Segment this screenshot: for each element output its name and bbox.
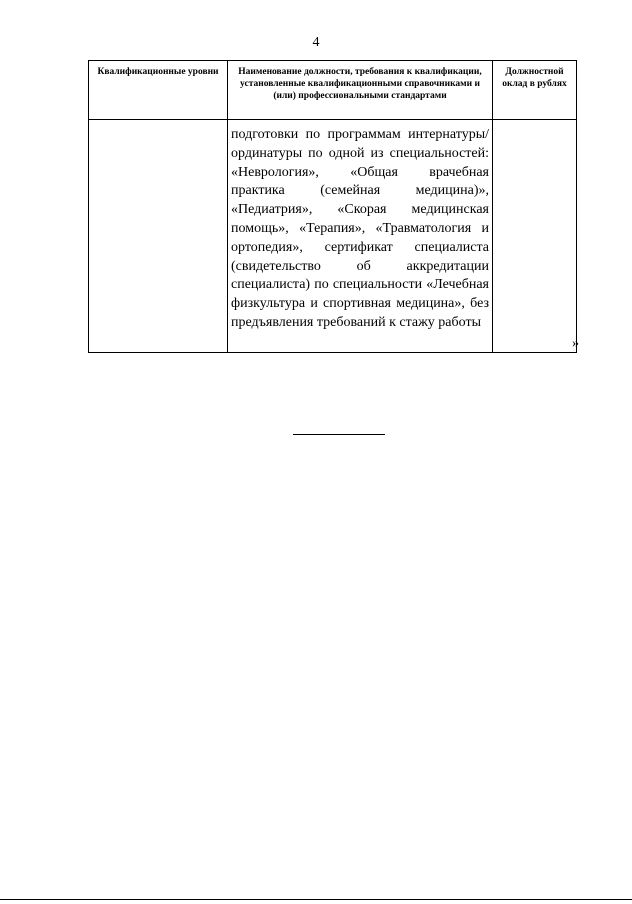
position-requirements-text: подготовки по программам интернатуры/ординатуры по одной из специальностей: «Неврология», «Общая врачебная практика (семейная медицина)», «Педиатрия», «Скорая медицинская помощь», «Терапия», «Травматология и ортопедия», сертификат специалиста (свидетельство об аккредитации специалиста) по специальности «Лечебная физкультура и спортивная медицина», без предъявления требований к стажу работы (231, 127, 489, 330)
table-row (89, 120, 577, 353)
qualification-table (88, 60, 577, 353)
header-levels: Квалификационные уровни (89, 61, 228, 120)
end-divider (293, 434, 385, 435)
header-salary: Должностной оклад в рублях (493, 61, 577, 120)
closing-quote: » (572, 336, 579, 351)
page-bottom-edge (0, 899, 632, 900)
header-position: Наименование должности, требования к квалификации, установленные квалификационными справочниками и (или) профессиональными стандартами (228, 61, 493, 120)
cell-levels (89, 120, 228, 353)
page-number: 4 (312, 35, 320, 50)
cell-position (228, 120, 493, 353)
cell-salary (493, 120, 577, 353)
table-header-row (89, 61, 577, 120)
